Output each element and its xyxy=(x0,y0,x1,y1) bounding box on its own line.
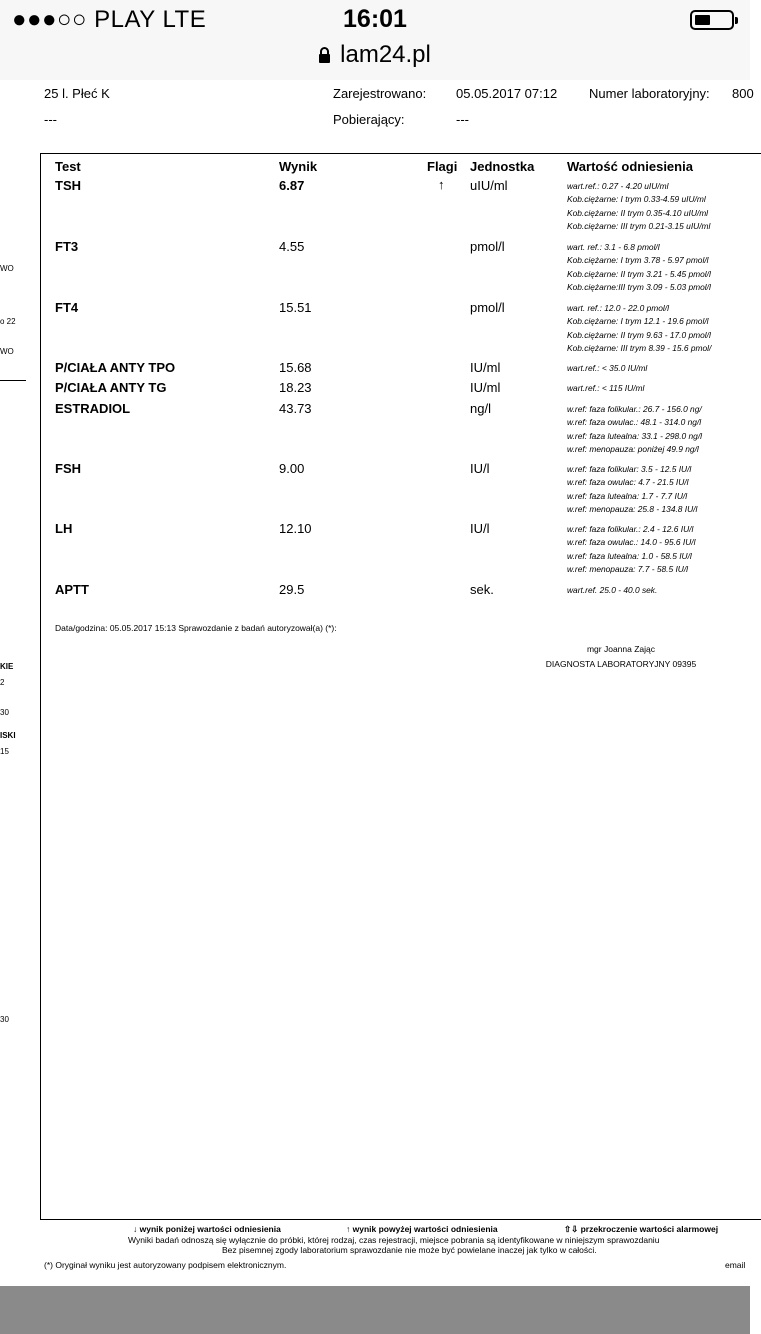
reference-range: wart. ref.: 3.1 - 6.8 pmol/l Kob.ciężarne: I trym 3.78 - 5.97 pmol/l Kob.ciężarne: II trym 3.21 - 5.45 pmol/l Kob.ciężarne:III trym 3.09 - 5.03 pmol/l xyxy=(567,242,711,292)
test-name: FSH xyxy=(55,461,81,476)
test-unit: IU/l xyxy=(470,521,490,536)
address-bar[interactable] xyxy=(0,40,750,81)
flag-high-icon: ↑ xyxy=(438,177,445,192)
test-name: P/CIAŁA ANTY TPO xyxy=(55,360,176,375)
status-time: 16:01 xyxy=(343,5,407,33)
patient-extra: --- xyxy=(44,112,57,127)
lab-number-label: Numer laboratoryjny: xyxy=(589,86,710,101)
lab-number-value: 800 xyxy=(732,86,754,101)
legend-alarm: ⇧⇩ przekroczenie wartości alarmowej xyxy=(564,1224,719,1234)
test-result: 29.5 xyxy=(279,582,305,597)
status-bar xyxy=(0,0,750,40)
left-fragment: o 22 xyxy=(0,317,16,326)
test-result: 18.23 xyxy=(279,380,312,395)
authorization-date: Data/godzina: 05.05.2017 15:13 Sprawozdanie z badań autoryzował(a) (*): xyxy=(55,623,337,633)
footer-email: email xyxy=(725,1260,746,1270)
signer-title: DIAGNOSTA LABORATORYJNY 09395 xyxy=(545,659,697,669)
signer-name: mgr Joanna Zając xyxy=(586,644,656,654)
lab-report-page xyxy=(0,80,754,1286)
test-result: 15.51 xyxy=(279,300,312,315)
test-result: 9.00 xyxy=(279,461,305,476)
col-header-reference: Wartość odniesienia xyxy=(567,159,693,174)
test-result: 43.73 xyxy=(279,401,312,416)
reference-range: wart.ref.: 0.27 - 4.20 uIU/ml Kob.ciężarne: I trym 0.33-4.59 uIU/ml Kob.ciężarne: II trym 0.35-4.10 uIU/ml Kob.ciężarne: III trym 0.21-3.15 uIU/ml xyxy=(567,181,711,231)
left-fragment: ISKI xyxy=(0,731,16,740)
browser-toolbar xyxy=(0,1286,750,1334)
reference-range: w.ref: faza folikular.: 2.4 - 12.6 IU/l w.ref: faza owulac.: 14.0 - 95.6 IU/l w.ref: faza lutealna: 1.0 - 58.5 IU/l w.ref: menopauza: 7.7 - 58.5 IU/l xyxy=(567,524,696,574)
reference-range: wart.ref. 25.0 - 40.0 sek. xyxy=(567,585,658,595)
left-fragment: 15 xyxy=(0,747,9,756)
footer-note: Bez pisemnej zgody laboratorium sprawozdanie nie może być powielane inaczej jak tylko w całości. xyxy=(222,1245,597,1255)
test-result: 6.87 xyxy=(279,178,305,193)
reference-range: wart.ref.: < 115 IU/ml xyxy=(567,383,645,393)
legend-above: ↑ wynik powyżej wartości odniesienia xyxy=(346,1224,498,1234)
test-name: TSH xyxy=(55,178,81,193)
test-name: LH xyxy=(55,521,73,536)
left-fragment: 30 xyxy=(0,708,9,717)
lock-icon xyxy=(319,54,330,63)
test-name: FT3 xyxy=(55,239,79,254)
legend-below: ↓ wynik poniżej wartości odniesienia xyxy=(133,1224,281,1234)
reference-range: wart.ref.: < 35.0 IU/ml xyxy=(567,363,648,373)
test-name: P/CIAŁA ANTY TG xyxy=(55,380,167,395)
electronic-signature-note: (*) Oryginał wyniku jest autoryzowany podpisem elektronicznym. xyxy=(44,1260,287,1270)
patient-info: 25 l. Płeć K xyxy=(44,86,110,101)
left-fragment: 30 xyxy=(0,1015,9,1024)
test-unit: sek. xyxy=(470,582,494,597)
test-result: 12.10 xyxy=(279,521,312,536)
test-unit: IU/l xyxy=(470,461,490,476)
collector-label: Pobierający: xyxy=(333,112,405,127)
test-name: ESTRADIOL xyxy=(55,401,131,416)
test-unit: IU/ml xyxy=(470,380,501,395)
url-text[interactable]: lam24.pl xyxy=(340,41,431,68)
test-unit: uIU/ml xyxy=(470,178,508,193)
test-name: FT4 xyxy=(55,300,79,315)
test-unit: pmol/l xyxy=(470,239,505,254)
col-header-test: Test xyxy=(55,159,81,174)
results-table xyxy=(40,153,761,1220)
left-fragment: WO xyxy=(0,264,14,273)
battery-icon xyxy=(690,10,734,30)
test-unit: IU/ml xyxy=(470,360,501,375)
registered-value: 05.05.2017 07:12 xyxy=(456,86,558,101)
reference-range: w.ref: faza folikular: 3.5 - 12.5 IU/l w.ref: faza owulac: 4.7 - 21.5 IU/l w.ref: faza lutealna: 1.7 - 7.7 IU/l w.ref: menopauza: 25.8 - 134.8 IU/l xyxy=(567,464,698,514)
registered-label: Zarejestrowano: xyxy=(333,86,427,101)
col-header-result: Wynik xyxy=(279,159,318,174)
left-divider xyxy=(0,380,26,381)
reference-range: w.ref: faza folikular.: 26.7 - 156.0 ng/ w.ref: faza owulac.: 48.1 - 314.0 ng/l w.ref: faza lutealna: 33.1 - 298.0 ng/l w.ref: menopauza: poniżej 49.9 ng/l xyxy=(567,404,703,454)
reference-range: wart. ref.: 12.0 - 22.0 pmol/l Kob.ciężarne: I trym 12.1 - 19.6 pmol/l Kob.ciężarne: II trym 9.63 - 17.0 pmol/l Kob.ciężarne: III trym 8.39 - 15.6 pmol/ xyxy=(567,303,712,353)
test-unit: ng/l xyxy=(470,401,491,416)
test-result: 4.55 xyxy=(279,239,305,254)
carrier-signal: ●●●○○ PLAY LTE xyxy=(12,6,207,33)
footer-note: Wyniki badań odnoszą się wyłącznie do próbki, której rodzaj, czas rejestracji, miejsce pobrania są identyfikowane w niniejszym sprawozdaniu xyxy=(128,1235,660,1245)
left-fragment: KIE xyxy=(0,662,14,671)
collector-value: --- xyxy=(456,112,469,127)
left-fragment: 2 xyxy=(0,678,5,687)
test-unit: pmol/l xyxy=(470,300,505,315)
col-header-flags: Flagi xyxy=(427,159,458,174)
test-result: 15.68 xyxy=(279,360,312,375)
col-header-unit: Jednostka xyxy=(470,159,535,174)
test-name: APTT xyxy=(55,582,89,597)
left-fragment: WO xyxy=(0,347,14,356)
